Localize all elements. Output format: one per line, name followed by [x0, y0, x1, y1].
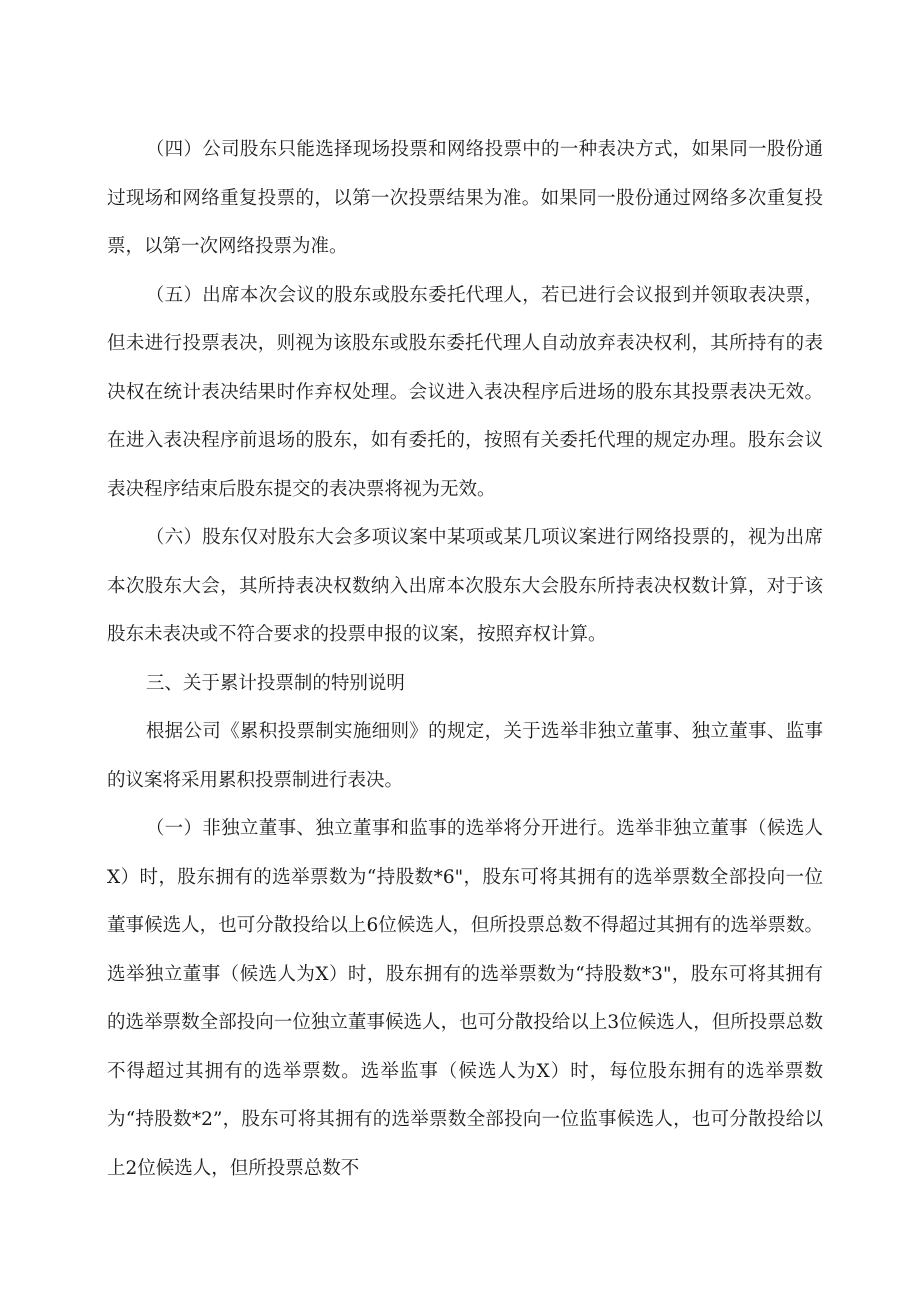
paragraph-item-six: （六）股东仅对股东大会多项议案中某项或某几项议案进行网络投票的，视为出席本次股东大会，其所持表决权数纳入出席本次股东大会股东所持表决权数计算，对于该股东未表决或不符合要求的投票申报的议案，按照弃权计算。 [107, 527, 823, 645]
paragraph-cumulative-voting-intro: 根据公司《累积投票制实施细则》的规定，关于选举非独立董事、独立董事、监事的议案将采用累积投票制进行表决。 [107, 721, 823, 791]
paragraph-item-four: （四）公司股东只能选择现场投票和网络投票中的一种表决方式，如果同一股份通过现场和网络重复投票的，以第一次投票结果为准。如果同一股份通过网络多次重复投票，以第一次网络投票为准。 [107, 139, 823, 257]
document-body [107, 126, 823, 1193]
paragraph-item-five: （五）出席本次会议的股东或股东委托代理人，若已进行会议报到并领取表决票，但未进行投票表决，则视为该股东或股东委托代理人自动放弃表决权利，其所持有的表决权在统计表决结果时作弃权处理。会议进入表决程序后进场的股东其投票表决无效。在进入表决程序前退场的股东，如有委托的，按照有关委托代理的规定办理。股东会议表决程序结束后股东提交的表决票将视为无效。 [107, 284, 823, 500]
paragraph-item-one-elections: （一）非独立董事、独立董事和监事的选举将分开进行。选举非独立董事（候选人X）时，股东拥有的选举票数为“持股数*6"，股东可将其拥有的选举票数全部投向一位董事候选人，也可分散投给以上6位候选人，但所投票总数不得超过其拥有的选举票数。选举独立董事（候选人为X）时，股东拥有的选举票数为“持股数*3"，股东可将其拥有的选举票数全部投向一位独立董事候选人，也可分散投给以上3位候选人，但所投票总数不得超过其拥有的选举票数。选举监事（候选人为X）时，每位股东拥有的选举票数为“持股数*2”，股东可将其拥有的选举票数全部投向一位监事候选人，也可分散投给以上2位候选人，但所投票总数不 [107, 818, 823, 1179]
section-heading-cumulative-voting: 三、关于累计投票制的特别说明 [145, 672, 405, 694]
